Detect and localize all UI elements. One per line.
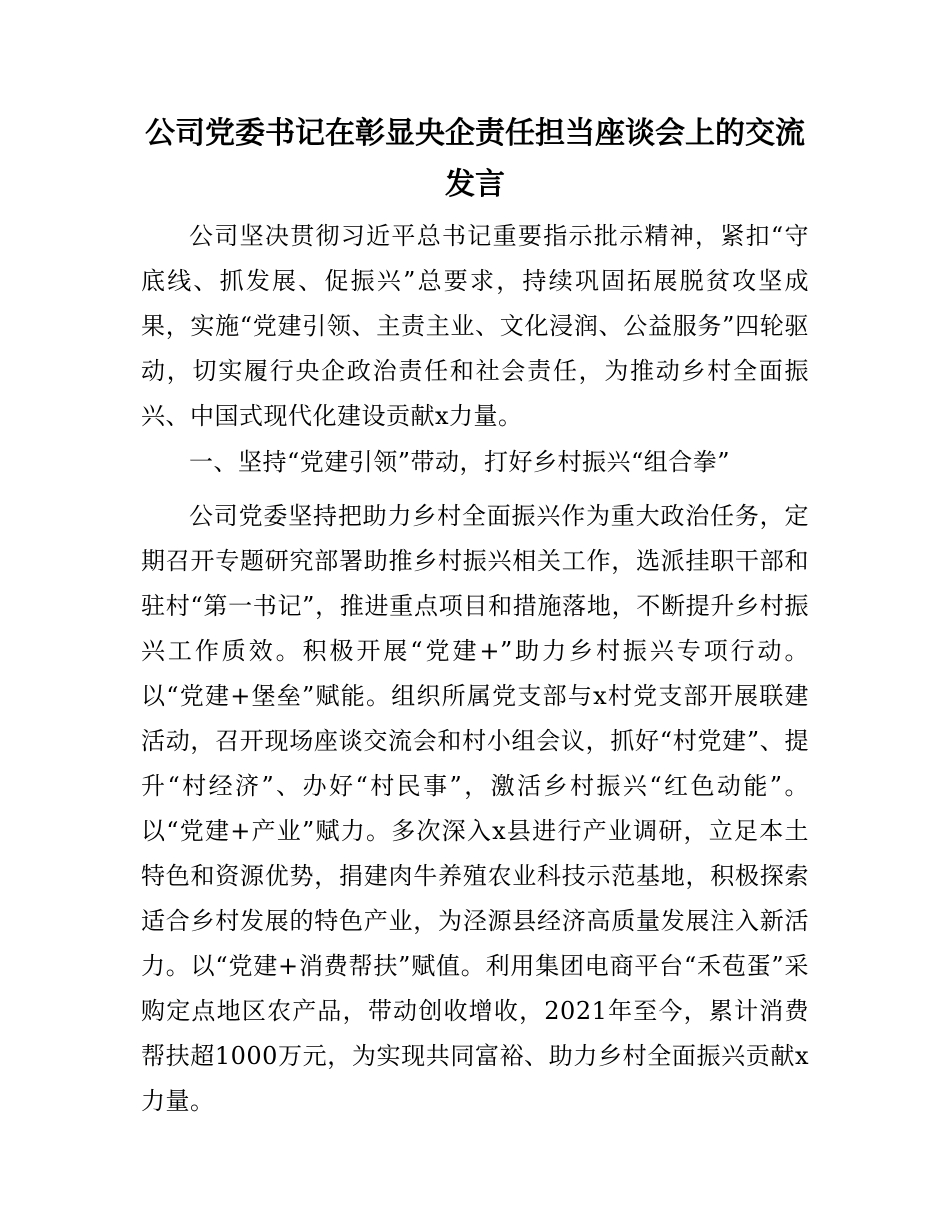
intro-paragraph: 公司坚决贯彻习近平总书记重要指示批示精神，紧扣“守底线、抓发展、促振兴”总要求，持续巩固拓展脱贫攻坚成果，实施“党建引领、主责主业、文化浸润、公益服务”四轮驱动，切实履行央企政治责任和社会责任，为推动乡村全面振兴、中国式现代化建设贡献x力量。	[141, 222, 809, 430]
section-heading: 一、坚持“党建引领”带动，打好乡村振兴“组合拳”	[189, 448, 731, 476]
section-paragraph: 公司党委坚持把助力乡村全面振兴作为重大政治任务，定期召开专题研究部署助推乡村振兴相关工作，选派挂职干部和驻村“第一书记”，推进重点项目和措施落地，不断提升乡村振兴工作质效。积极开展“党建+”助力乡村振兴专项行动。以“党建+堡垒”赋能。组织所属党支部与x村党支部开展联建活动，召开现场座谈交流会和村小组会议，抓好“村党建”、提升“村经济”、办好“村民事”，激活乡村振兴“红色动能”。以“党建+产业”赋力。多次深入x县进行产业调研，立足本土特色和资源优势，捐建肉牛养殖农业科技示范基地，积极探索适合乡村发展的特色产业，为泾源县经济高质量发展注入新活力。以“党建+消费帮扶”赋值。利用集团电商平台“禾苞蛋”采购定点地区农产品，带动创收增收，2021年至今，累计消费帮扶超1000万元，为实现共同富裕、助力乡村全面振兴贡献x力量。	[141, 502, 809, 1115]
document-title: 公司党委书记在彰显央企责任担当座谈会上的交流发言	[145, 116, 805, 202]
